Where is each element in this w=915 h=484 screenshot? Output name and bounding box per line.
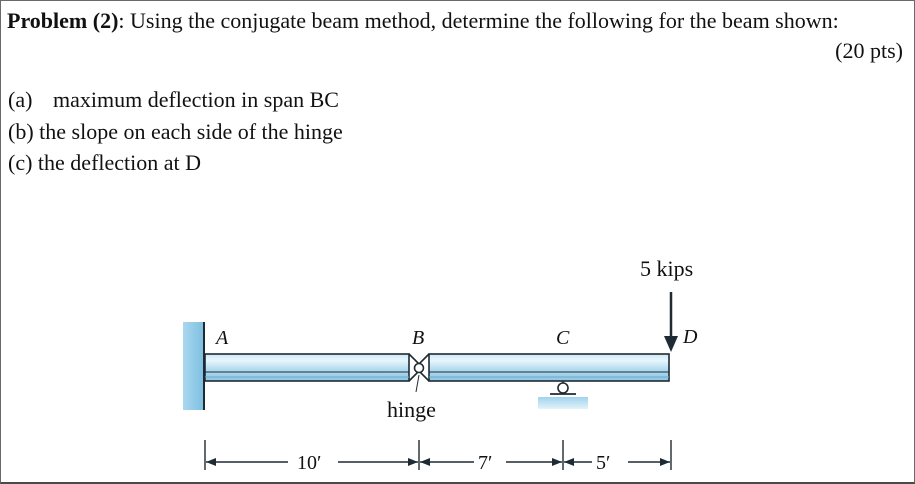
- beam-segment-ab: [205, 354, 409, 381]
- fixed-support-a: [183, 322, 204, 410]
- part-b-tag: (b): [8, 118, 34, 144]
- dim-label-ab: 10′: [297, 452, 322, 474]
- point-load-arrow: [664, 292, 678, 352]
- load-label: 5 kips: [640, 256, 694, 281]
- roller-pin-icon: [558, 383, 568, 393]
- roller-support-c: [538, 381, 588, 409]
- problem-statement: Using the conjugate beam method, determine the following for the beam shown:: [124, 8, 839, 33]
- hinge-label: hinge: [387, 397, 436, 422]
- point-label-a: A: [216, 327, 229, 349]
- hinge-leader-line: [416, 375, 419, 392]
- part-c-tag: (c): [8, 150, 33, 175]
- dim-arrow-b-left-icon: [408, 458, 418, 466]
- part-a-text: maximum deflection in span BC: [53, 87, 339, 112]
- problem-label: Problem (2): [7, 8, 119, 33]
- point-label-b: B: [412, 327, 425, 349]
- hinge-b: [409, 354, 429, 392]
- dim-label-cd: 5′: [596, 452, 611, 474]
- ground-fill: [538, 397, 588, 409]
- dim-arrow-b-right-icon: [420, 458, 430, 466]
- wall-fill: [183, 322, 204, 410]
- part-b-text: the slope on each side of the hinge: [39, 118, 343, 144]
- hinge-pin-icon: [415, 364, 424, 373]
- dim-arrow-d-icon: [660, 458, 670, 466]
- part-c-text: the deflection at D: [37, 150, 202, 175]
- problem-colon: :: [118, 8, 125, 33]
- part-a-tag: (a): [8, 87, 33, 112]
- points-label: (20 pts): [835, 38, 903, 63]
- dim-arrow-a-icon: [206, 458, 216, 466]
- point-label-c: C: [556, 327, 570, 349]
- arrow-down-icon: [664, 336, 678, 352]
- beam-segment-bd: [429, 354, 669, 381]
- dim-label-bc: 7′: [478, 452, 493, 474]
- dim-arrow-c-left-icon: [552, 458, 562, 466]
- dim-arrow-c-right-icon: [564, 458, 574, 466]
- point-label-d: D: [683, 326, 698, 348]
